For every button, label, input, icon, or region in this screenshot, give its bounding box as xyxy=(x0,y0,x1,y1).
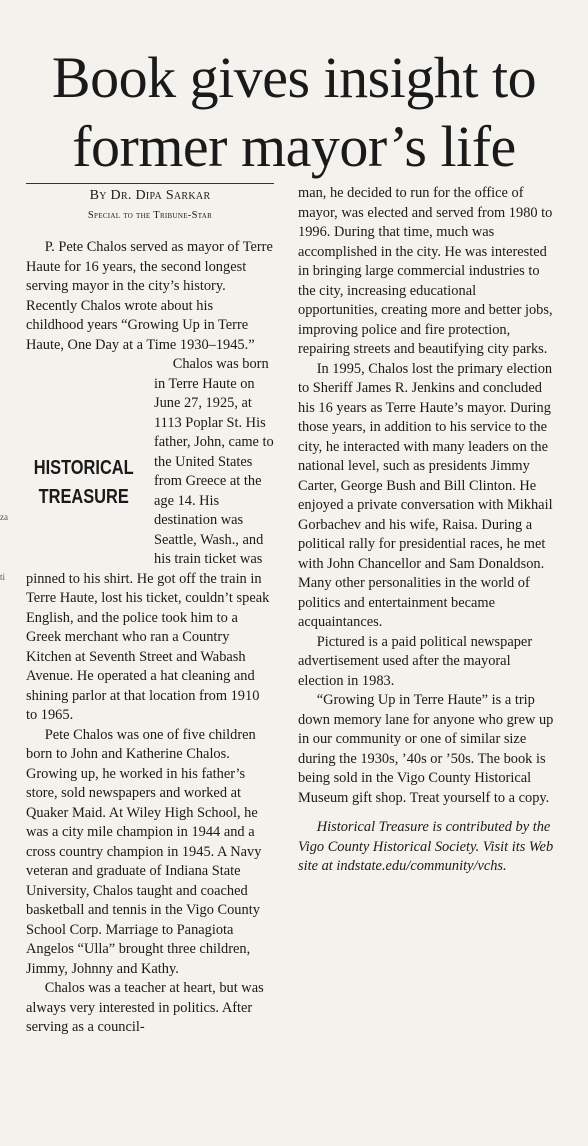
paragraph: man, he decided to run for the office of mayor, was elected and served from 1980 to 1996. During that time, much was accomplished in the city. He was interested in bringing large commercial industries to the city, increasing educational opportunities, creating more and better jobs, improving police and fire protection, repairing streets and beautifying city parks. xyxy=(298,185,553,357)
logo-line-1: HISTORICAL xyxy=(33,457,134,479)
paragraph: Chalos was a teacher at heart, but was always very interested in politics. After serving as a council- xyxy=(26,980,264,1035)
byline: By Dr. Dipa Sarkar xyxy=(89,188,211,203)
logo-line-2: TREASURE xyxy=(38,486,129,508)
byline-rule xyxy=(26,183,274,184)
cropped-edge-text: za xyxy=(0,512,8,522)
cropped-edge-text: ti xyxy=(0,572,6,582)
paragraph xyxy=(26,355,274,726)
paragraph-text: Chalos was born in Terre Haute on June 27, 1925, at 1113 Poplar St. His father, John, came to the United States from Greece at the age 14. His destination was Seattle, Wash., and his train ticket was pinned to his shirt. He got off the train in Terre Haute, lost his ticket, couldn’t speak English, and the police took him to a Greek merchant who ran a Country Kitchen at Seventh Street and Wabash Avenue. He operated a hat cleaning and shining parlor at that location from 1910 to 1965. xyxy=(26,356,274,723)
contributor-note: Historical Treasure is contributed by the Vigo County Historical Society. Visit its Web site at indstate.edu/community/vchs. xyxy=(298,819,554,874)
paragraph: In 1995, Chalos lost the primary election to Sheriff James R. Jenkins and concluded his 16 years as Terre Haute’s mayor. During those years, in addition to his service to the city, he interacted with many leaders on the national level, such as presidents Jimmy Carter, George Bush and Bill Clinton. He enjoyed a private conversation with Mikhail Gorbachev and his wife, Raisa. During a political rally for presidential races, he met with John Chancellor and Sam Donaldson. Many other personalities in the world of politics and entertainment became acquaintances. xyxy=(298,360,553,630)
headline xyxy=(0,43,588,181)
headline-line-2: former mayor’s life xyxy=(72,113,516,179)
historical-treasure-logo xyxy=(26,413,134,553)
article-column-2 xyxy=(298,184,556,877)
paragraph: Pictured is a paid political newspaper advertisement used after the mayoral election in 1983. xyxy=(298,633,533,689)
paragraph: “Growing Up in Terre Haute” is a trip down memory lane for anyone who grew up in our community or one of similar size during the 1930s, ’40s or ’50s. The book is being sold in the Vigo County Historical Museum gift shop. Treat yourself to a copy. xyxy=(298,692,554,806)
article-column-1 xyxy=(26,238,274,1038)
paragraph: Pete Chalos was one of five children born to John and Katherine Chalos. Growing up, he worked in his father’s store, sold newspapers and worked at Quaker Maid. At Wiley High School, he was a city mile champion in 1944 and a cross country champion in 1945. A Navy veteran and graduate of Indiana State University, Chalos taught and coached basketball and tennis in the Vigo County School Corp. Marriage to Panagiota Angelos “Ulla” brought three children, Jimmy, Johnny and Kathy. xyxy=(26,726,262,977)
byline-credit: Special to the Tribune-Star xyxy=(87,210,213,221)
headline-line-1: Book gives insight to xyxy=(51,44,537,110)
paragraph: P. Pete Chalos served as mayor of Terre Haute for 16 years, the second longest serving mayor in the city’s history. Recently Chalos wrote about his childhood years “Growing Up in Terre Haute, One Day at a Time 1930–1945.” xyxy=(26,239,273,353)
